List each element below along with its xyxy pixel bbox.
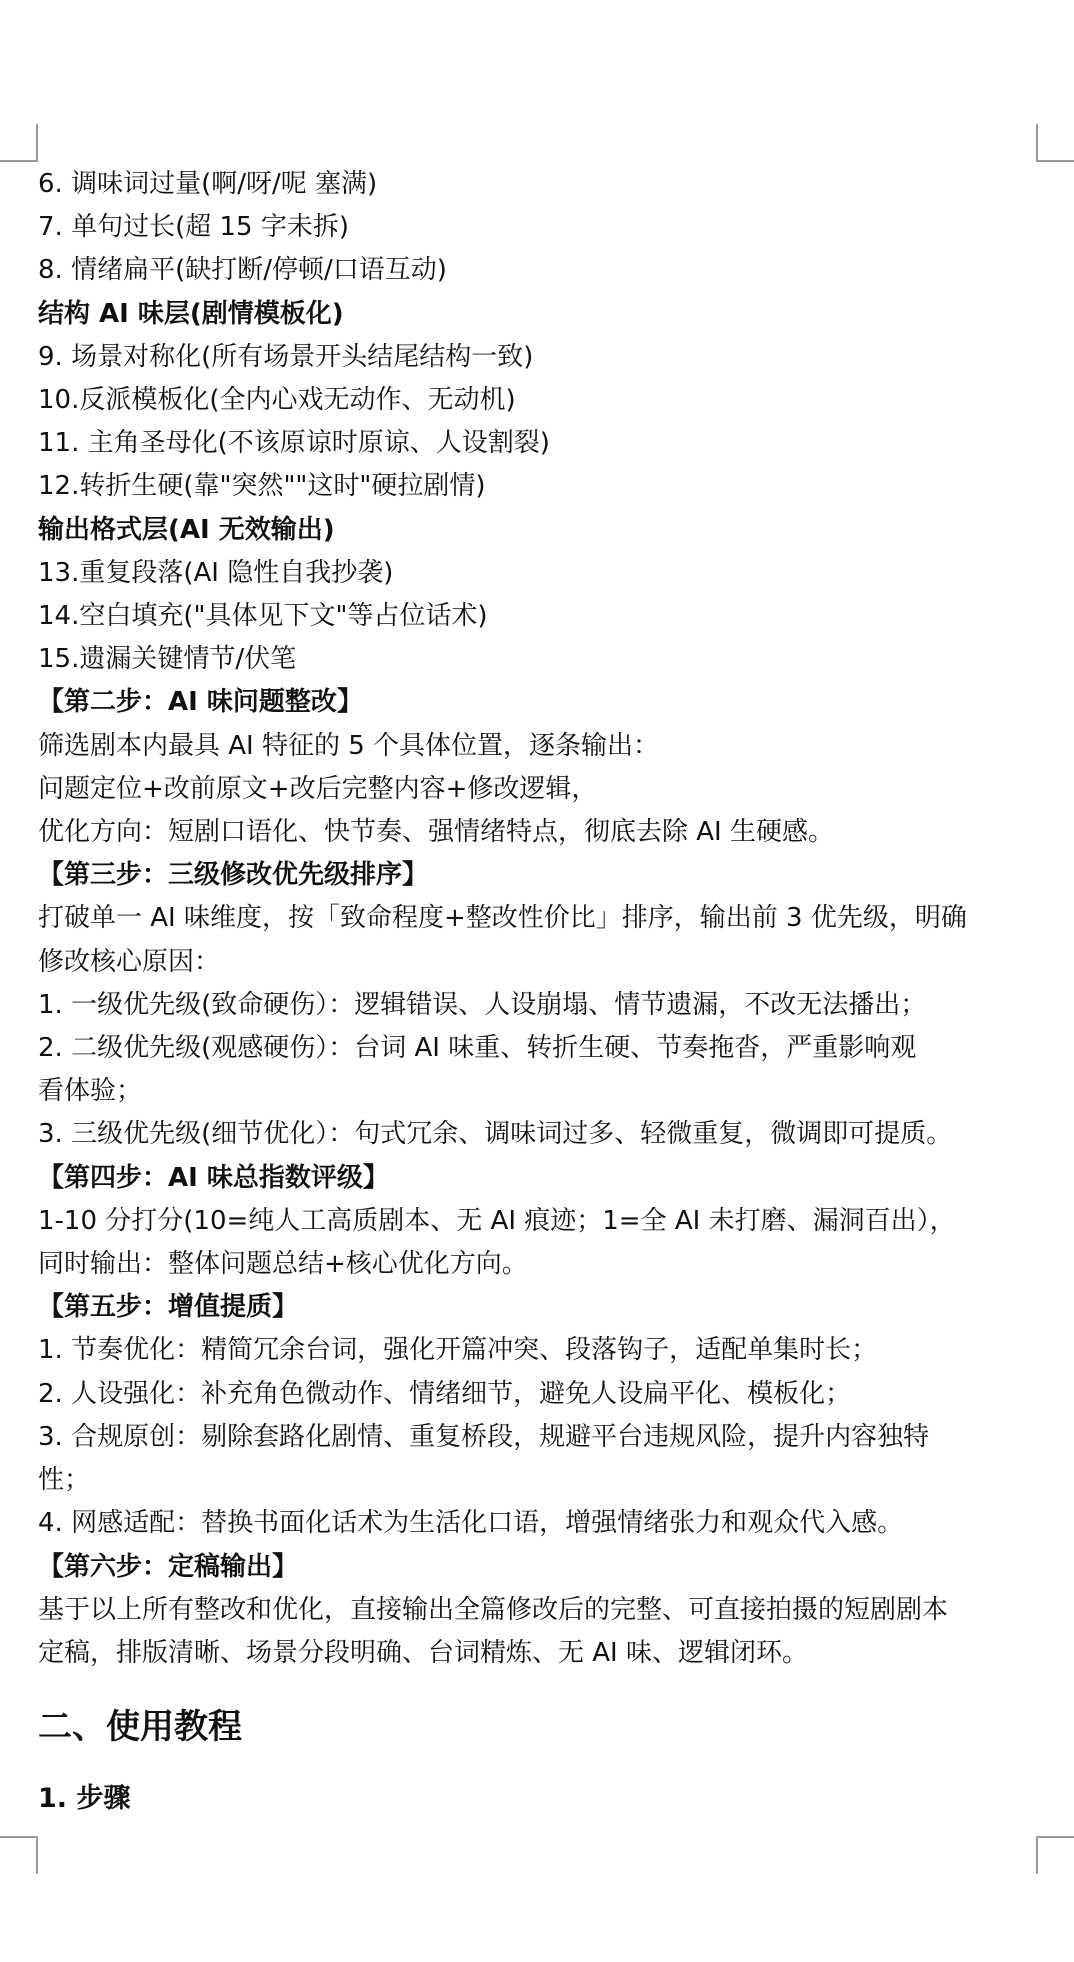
paragraph-line: 筛选剧本内最具 AI 特征的 5 个具体位置，逐条输出： [38, 730, 660, 761]
section-title: 二、使用教程 [38, 1707, 242, 1748]
paragraph-line: 1-10 分打分(10=纯人工高质剧本、无 AI 痕迹；1=全 AI 未打磨、漏洞百出）， [38, 1205, 956, 1236]
list-item: 1. 一级优先级(致命硬伤）：逻辑错误、人设崩塌、情节遗漏，不改无法播出； [38, 989, 927, 1020]
paragraph-line: 看体验； [38, 1076, 143, 1107]
step-heading: 【第二步：AI 味问题整改】 [38, 687, 363, 718]
paragraph-line: 基于以上所有整改和优化，直接输出全篇修改后的完整、可直接拍摄的短剧剧本 [38, 1594, 949, 1625]
section-heading: 结构 AI 味层(剧情模板化) [38, 298, 344, 329]
list-item: 1. 节奏优化：精简冗余台词，强化开篇冲突、段落钩子，适配单集时长； [38, 1335, 878, 1366]
crop-mark-bottom-right [1036, 1836, 1074, 1874]
paragraph-line: 性； [38, 1465, 91, 1496]
document-body [38, 163, 1038, 1819]
list-item: 3. 合规原创：剔除套路化剧情、重复桥段，规避平台违规风险，提升内容独特 [38, 1421, 930, 1452]
paragraph-line: 打破单一 AI 味维度，按「致命程度+整改性价比」排序，输出前 3 优先级，明确 [38, 903, 967, 934]
list-item: 9. 场景对称化(所有场景开头结尾结构一致) [38, 341, 534, 372]
section-heading: 输出格式层(AI 无效输出) [38, 514, 335, 545]
paragraph-line: 优化方向：短剧口语化、快节奏、强情绪特点，彻底去除 AI 生硬感。 [38, 817, 834, 848]
list-item: 3. 三级优先级(细节优化）：句式冗余、调味词过多、轻微重复，微调即可提质。 [38, 1119, 953, 1150]
list-item: 15.遗漏关键情节/伏笔 [38, 644, 297, 675]
list-item: 6. 调味词过量(啊/呀/呢 塞满) [38, 169, 378, 199]
list-item: 13.重复段落(AI 隐性自我抄袭) [38, 557, 394, 588]
list-item: 11. 主角圣母化(不该原谅时原谅、人设割裂) [38, 428, 550, 459]
step-heading: 【第六步：定稿输出】 [38, 1551, 299, 1582]
crop-mark-bottom-left [0, 1836, 38, 1874]
subsection-title: 1. 步骤 [38, 1783, 131, 1815]
crop-mark-top-left [0, 124, 38, 162]
paragraph-line: 定稿，排版清晰、场景分段明确、台词精炼、无 AI 味、逻辑闭环。 [38, 1637, 808, 1668]
paragraph-line: 问题定位+改前原文+改后完整内容+修改逻辑， [38, 773, 598, 804]
list-item: 10.反派模板化(全内心戏无动作、无动机) [38, 385, 516, 416]
step-heading: 【第三步：三级修改优先级排序】 [38, 860, 429, 891]
list-item: 12.转折生硬(靠"突然""这时"硬拉剧情) [38, 471, 486, 502]
step-heading: 【第五步：增值提质】 [38, 1292, 299, 1323]
crop-mark-top-right [1036, 124, 1074, 162]
list-item: 8. 情绪扁平(缺打断/停顿/口语互动) [38, 255, 447, 286]
step-heading: 【第四步：AI 味总指数评级】 [38, 1162, 389, 1193]
list-item: 14.空白填充("具体见下文"等占位话术) [38, 601, 488, 632]
list-item: 2. 人设强化：补充角色微动作、情绪细节，避免人设扁平化、模板化； [38, 1378, 852, 1409]
paragraph-line: 修改核心原因： [38, 946, 221, 977]
list-item: 7. 单句过长(超 15 字未拆) [38, 212, 349, 243]
list-item: 2. 二级优先级(观感硬伤）：台词 AI 味重、转折生硬、节奏拖沓，严重影响观 [38, 1033, 917, 1064]
list-item: 4. 网感适配：替换书面化话术为生活化口语，增强情绪张力和观众代入感。 [38, 1508, 904, 1539]
paragraph-line: 同时输出：整体问题总结+核心优化方向。 [38, 1249, 528, 1280]
